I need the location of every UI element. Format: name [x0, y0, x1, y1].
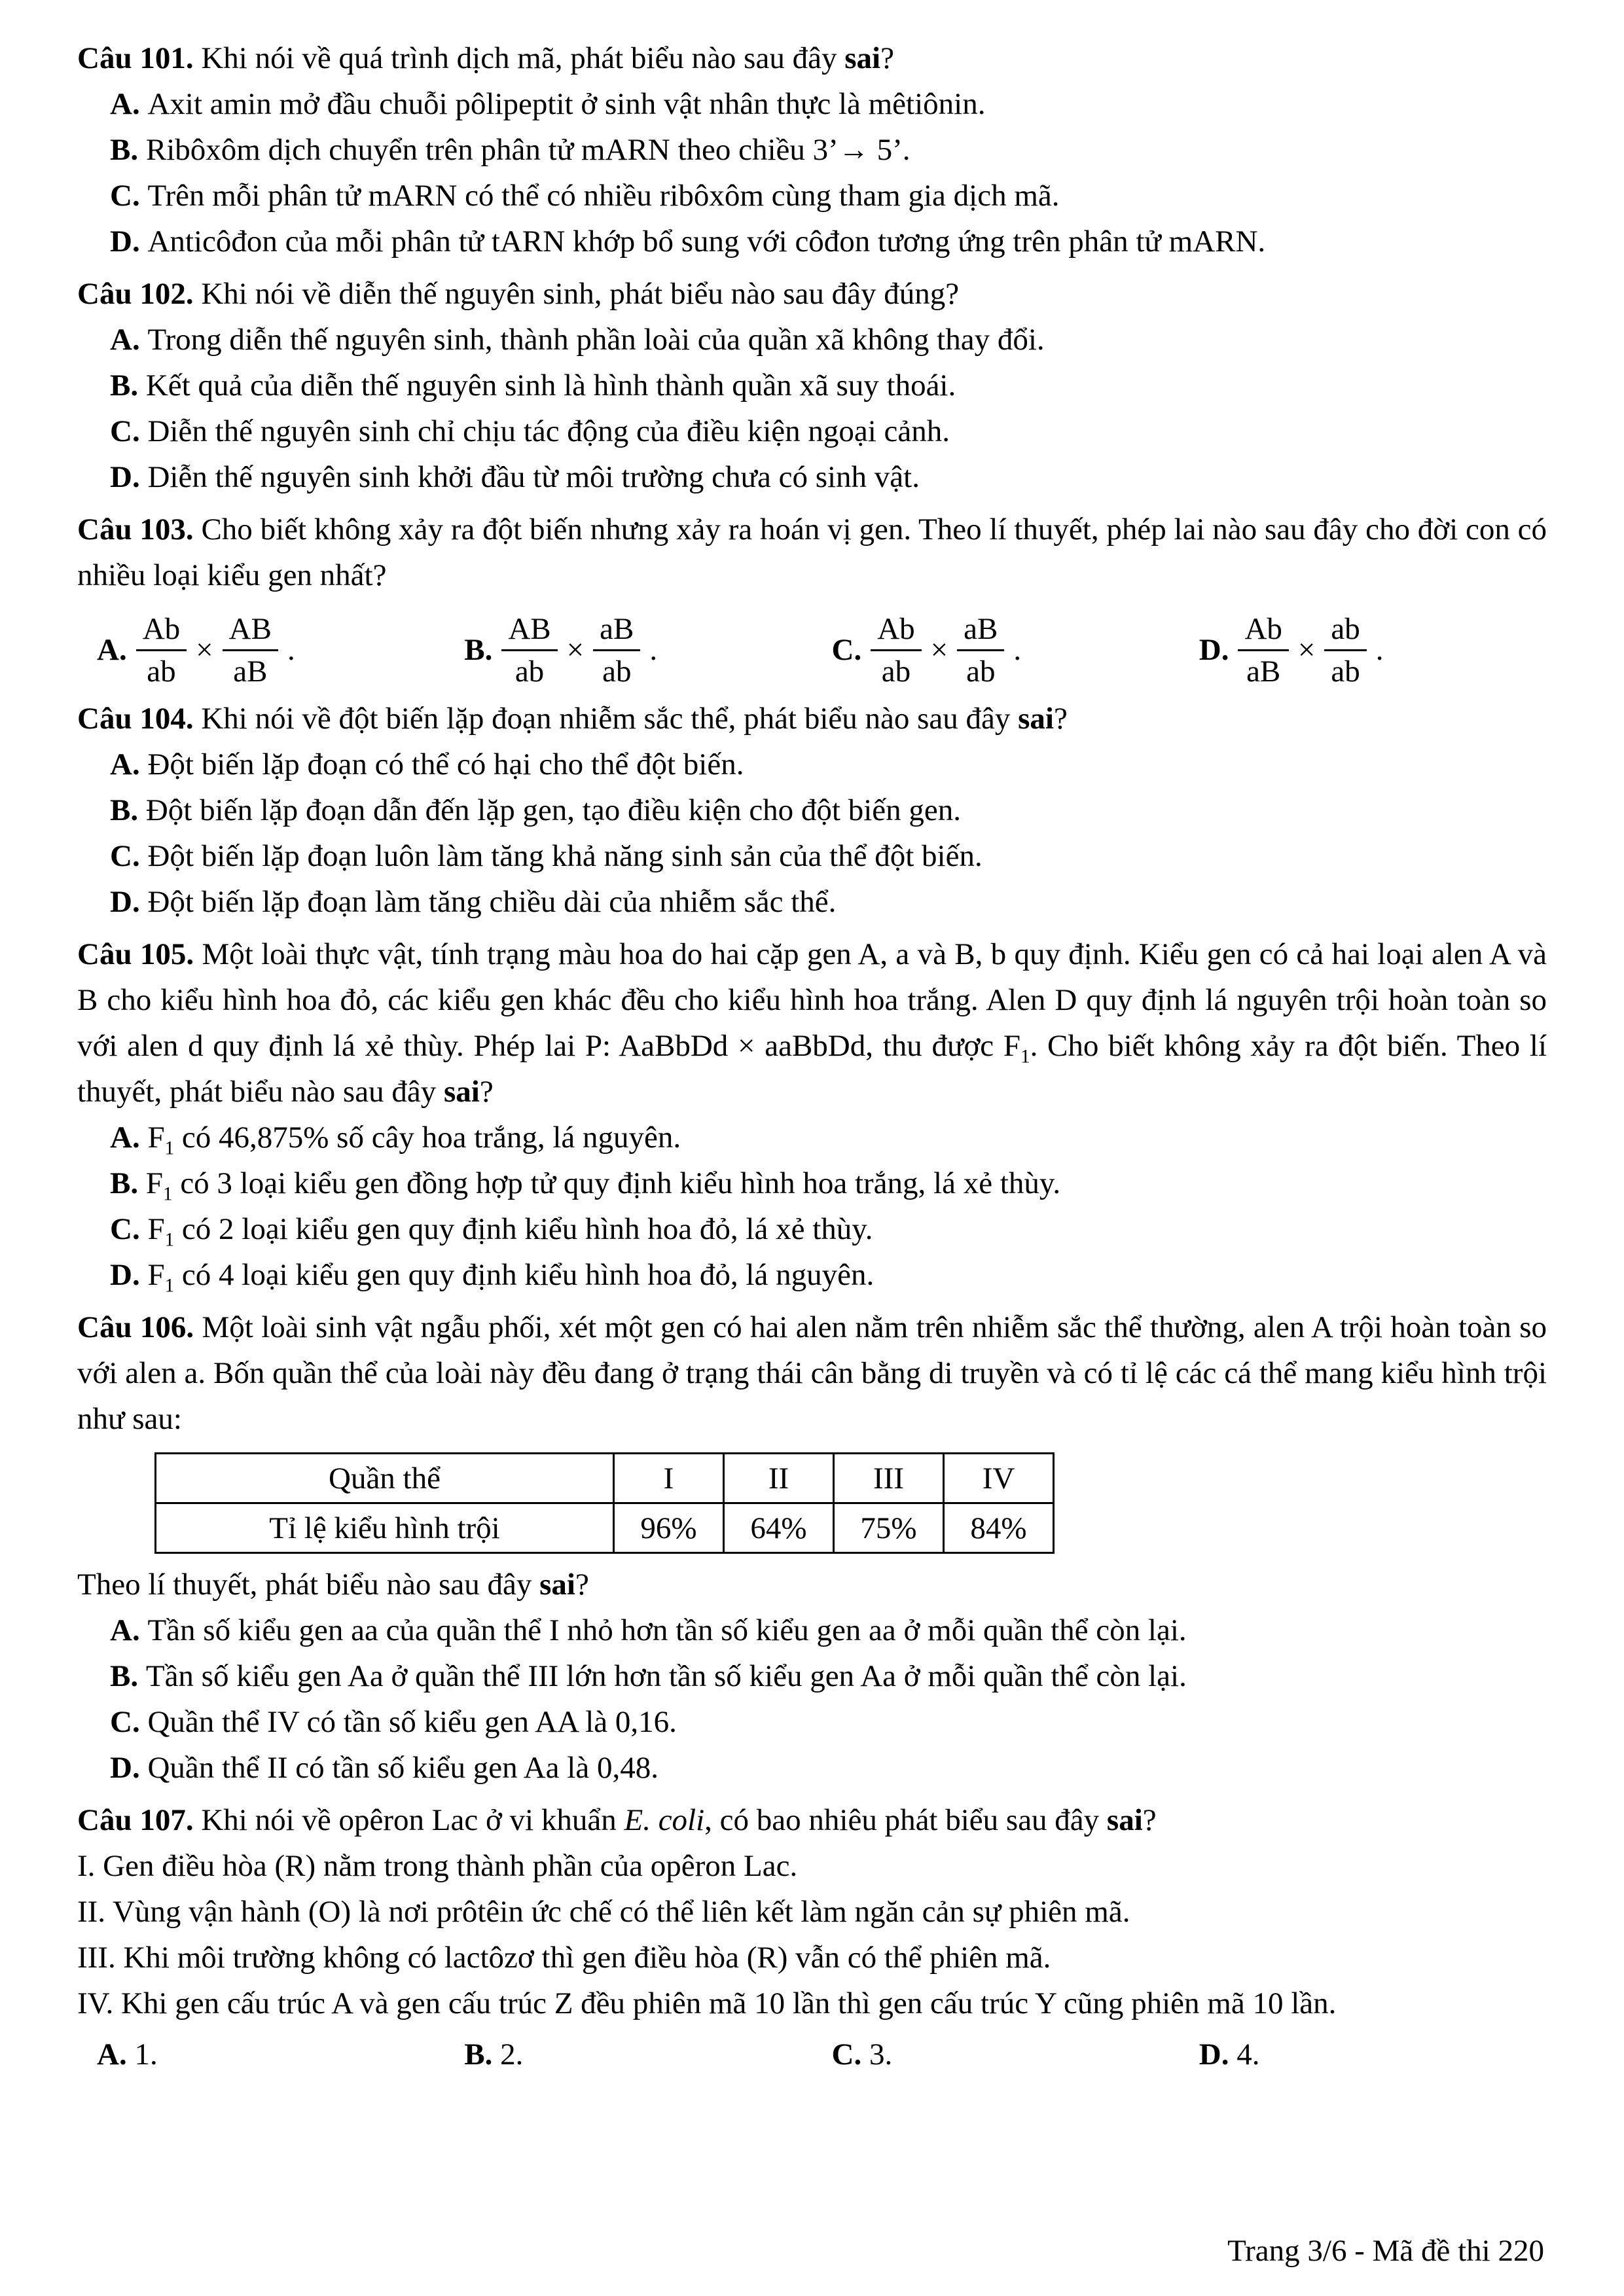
table-value-row	[156, 1503, 1054, 1553]
stem-text: ?	[575, 1568, 589, 1602]
statement-text: II. Vùng vận hành (O) là nơi prôtêin ức chế có thể liên kết làm ngăn cản sự phiên mã.	[77, 1895, 1130, 1929]
question-107	[77, 1797, 1547, 2077]
stem-text: . Cho biết không xảy ra đột biến. Theo lí thuyết, phát biểu nào sau đây	[77, 1029, 1547, 1109]
option-B	[77, 1653, 1547, 1699]
option-text: 1	[164, 1229, 175, 1251]
question-101	[77, 35, 1547, 264]
question-stem	[77, 696, 1547, 742]
option-A	[77, 2032, 444, 2077]
fraction-denominator: ab	[602, 655, 632, 689]
genotype-fraction	[593, 610, 640, 689]
option-A	[77, 610, 444, 689]
table-value-cell: 96%	[614, 1503, 724, 1553]
table-header-cell: Quần thể	[156, 1454, 614, 1503]
times-sign: ×	[566, 632, 585, 667]
stem-text: Một loài sinh vật ngẫu phối, xét một gen có hai alen nằm trên nhiễm sắc thể thường, alen A trội hoàn toàn so với alen a. Bốn quần thể của loài này đều đang ở trạng thái cân bằng di truyền và có tỉ lệ các cá thể mang kiểu hình trội như sau:	[77, 1310, 1547, 1436]
option-text: có 2 loại kiểu gen quy định kiểu hình hoa đỏ, lá xẻ thùy.	[174, 1212, 873, 1246]
option-text: Đột biến lặp đoạn làm tăng chiều dài của nhiễm sắc thể.	[147, 885, 837, 919]
option-label: B.	[110, 793, 146, 827]
option-label: A.	[110, 87, 148, 121]
option-D	[77, 219, 1547, 264]
option-text: Quần thể IV có tần số kiểu gen AA là 0,16.	[147, 1705, 677, 1739]
fraction-denominator: aB	[233, 655, 268, 689]
fraction-denominator: ab	[1331, 655, 1360, 689]
option-text: 1	[164, 1138, 175, 1159]
genotype-fraction	[871, 610, 921, 689]
question-104	[77, 696, 1547, 925]
option-text: có 4 loại kiểu gen quy định kiểu hình hoa đỏ, lá nguyên.	[174, 1258, 875, 1292]
genotype-fraction	[223, 610, 278, 689]
fraction-numerator: ab	[1324, 610, 1366, 651]
stem-text: sai	[443, 1075, 480, 1109]
fraction-denominator: ab	[514, 655, 545, 689]
fraction-numerator: Ab	[1238, 610, 1288, 651]
stem-text: Khi nói về opêron Lac ở vi khuẩn	[201, 1803, 624, 1837]
option-D	[1180, 2032, 1547, 2077]
option-label: A.	[110, 323, 148, 357]
option-text: F	[147, 1258, 165, 1292]
stem-text: ?	[479, 1075, 494, 1109]
table-value-cell: 84%	[944, 1503, 1054, 1553]
option-text: 1	[164, 1275, 175, 1297]
question-105	[77, 931, 1547, 1298]
fraction-numerator: AB	[223, 610, 278, 651]
question-102	[77, 271, 1547, 500]
option-B	[77, 127, 1547, 173]
option-B	[77, 787, 1547, 833]
option-D	[77, 879, 1547, 925]
option-text: có 3 loại kiểu gen đồng hợp tử quy định kiểu hình hoa trắng, lá xẻ thùy.	[172, 1166, 1061, 1200]
option-label: C.	[110, 179, 148, 213]
option-C	[77, 173, 1547, 219]
option-label: C.	[110, 839, 148, 873]
option-label: C.	[110, 414, 148, 448]
option-D	[77, 454, 1547, 500]
option-label: D.	[110, 885, 148, 919]
statement	[77, 1981, 1547, 2026]
question-number: Câu 105.	[77, 937, 202, 971]
stem-text: 1	[1020, 1046, 1030, 1067]
option-label: A.	[97, 632, 127, 667]
question-post-stem	[77, 1562, 1547, 1607]
option-A	[77, 1607, 1547, 1653]
option-tail: .	[287, 632, 295, 667]
stem-text: ?	[1054, 702, 1068, 736]
option-text: Trong diễn thế nguyên sinh, thành phần loài của quần xã không thay đổi.	[147, 323, 1045, 357]
question-number: Câu 107.	[77, 1803, 202, 1837]
option-B	[444, 2032, 812, 2077]
option-text: F	[147, 1121, 165, 1155]
statement	[77, 1889, 1547, 1935]
fraction-denominator: ab	[966, 655, 996, 689]
question-number: Câu 102.	[77, 277, 202, 311]
option-text: Axit amin mở đầu chuỗi pôlipeptit ở sinh vật nhân thực là mêtiônin.	[147, 87, 986, 121]
option-label: B.	[110, 133, 146, 167]
question-103	[77, 507, 1547, 689]
stem-text: Khi nói về diễn thế nguyên sinh, phát biểu nào sau đây đúng?	[201, 277, 960, 311]
option-C	[77, 1699, 1547, 1745]
option-text: 1	[163, 1183, 173, 1205]
option-A	[77, 81, 1547, 127]
stem-text: sai	[844, 41, 881, 75]
option-text: 3.	[869, 2037, 893, 2072]
option-text: có 46,875% số cây hoa trắng, lá nguyên.	[174, 1121, 681, 1155]
option-text: Kết quả của diễn thế nguyên sinh là hình thành quần xã suy thoái.	[145, 368, 956, 403]
option-text: Đột biến lặp đoạn dẫn đến lặp gen, tạo điều kiện cho đột biến gen.	[145, 793, 962, 827]
genotype-fraction	[501, 610, 557, 689]
stem-text: Cho biết không xảy ra đột biến nhưng xảy ra hoán vị gen. Theo lí thuyết, phép lai nào sau đây cho đời con có nhiều loại kiểu gen nhất?	[77, 512, 1547, 592]
option-C	[812, 2032, 1180, 2077]
option-D	[1180, 610, 1547, 689]
question-stem	[77, 931, 1547, 1115]
stem-text: sai	[1106, 1803, 1143, 1837]
option-label: B.	[110, 368, 146, 403]
option-C	[77, 833, 1547, 879]
option-B	[444, 610, 812, 689]
fraction-numerator: Ab	[871, 610, 921, 651]
option-D	[77, 1745, 1547, 1791]
options-row	[77, 2032, 1547, 2077]
trait-ratio-table	[154, 1452, 1055, 1554]
stem-text: Một loài thực vật, tính trạng màu hoa do hai cặp gen A, a và B, b quy định. Kiểu gen có cả hai loại alen A và B cho kiểu hình hoa đỏ, các kiểu gen khác đều cho kiểu hình hoa trắng. Alen D quy định lá nguyên trội hoàn toàn so với alen d quy định lá xẻ thùy. Phép lai P: AaBbDd × aaBbDd, thu được F	[77, 937, 1547, 1063]
option-text: Quần thể II có tần số kiểu gen Aa là 0,48.	[147, 1751, 659, 1785]
option-label: D.	[110, 1751, 148, 1785]
option-label: A.	[110, 1613, 148, 1647]
option-A	[77, 1115, 1547, 1160]
option-text: Diễn thế nguyên sinh chỉ chịu tác động của điều kiện ngoại cảnh.	[147, 414, 950, 448]
option-text: F	[147, 1212, 165, 1246]
option-label: A.	[110, 747, 148, 781]
option-A	[77, 317, 1547, 363]
options-row	[77, 610, 1547, 689]
table-value-cell: Tỉ lệ kiểu hình trội	[156, 1503, 614, 1553]
page-footer	[1227, 2228, 1544, 2274]
genotype-fraction	[136, 610, 187, 689]
question-stem	[77, 35, 1547, 81]
fraction-denominator: aB	[1246, 655, 1281, 689]
option-label: D.	[1199, 632, 1229, 667]
option-text: Đột biến lặp đoạn có thể có hại cho thể đột biến.	[147, 747, 744, 781]
option-label: B.	[110, 1166, 146, 1200]
option-tail: .	[1375, 632, 1384, 667]
table-header-cell: III	[834, 1454, 944, 1503]
question-stem	[77, 1304, 1547, 1442]
times-sign: ×	[930, 632, 948, 667]
stem-text: Theo lí thuyết, phát biểu nào sau đây	[77, 1568, 540, 1602]
option-text: Tần số kiểu gen Aa ở quần thể III lớn hơn tần số kiểu gen Aa ở mỗi quần thể còn lại.	[145, 1659, 1187, 1693]
statement	[77, 1935, 1547, 1981]
question-list	[77, 35, 1547, 2077]
table-value-cell: 75%	[834, 1503, 944, 1553]
question-number: Câu 103.	[77, 512, 202, 547]
option-label: C.	[831, 2037, 869, 2072]
fraction-denominator: ab	[881, 655, 911, 689]
option-text: Diễn thế nguyên sinh khởi đầu từ môi trường chưa có sinh vật.	[147, 460, 920, 494]
option-text: Ribôxôm dịch chuyển trên phân tử mARN theo chiều 3’→ 5’.	[145, 133, 911, 167]
option-text: Tần số kiểu gen aa của quần thể I nhỏ hơn tần số kiểu gen aa ở mỗi quần thể còn lại.	[147, 1613, 1187, 1647]
statement	[77, 1843, 1547, 1889]
table-header-cell: II	[724, 1454, 834, 1503]
option-label: C.	[110, 1212, 148, 1246]
option-label: A.	[97, 2037, 135, 2072]
option-text: 4.	[1236, 2037, 1260, 2072]
stem-text: sai	[1018, 702, 1054, 736]
option-label: B.	[464, 632, 493, 667]
option-text: Trên mỗi phân tử mARN có thể có nhiều ribôxôm cùng tham gia dịch mã.	[147, 179, 1060, 213]
fraction-denominator: ab	[147, 655, 176, 689]
statement-text: III. Khi môi trường không có lactôzơ thì gen điều hòa (R) vẫn có thể phiên mã.	[77, 1941, 1051, 1975]
option-text: 2.	[500, 2037, 524, 2072]
option-text: 1.	[134, 2037, 158, 2072]
stem-text: ?	[1142, 1803, 1157, 1837]
stem-text: Khi nói về đột biến lặp đoạn nhiễm sắc thể, phát biểu nào sau đây	[201, 702, 1019, 736]
fraction-numerator: AB	[501, 610, 557, 651]
option-D	[77, 1252, 1547, 1298]
stem-text: ?	[880, 41, 894, 75]
option-B	[77, 363, 1547, 408]
question-stem	[77, 271, 1547, 317]
option-label: A.	[110, 1121, 148, 1155]
option-C	[77, 1206, 1547, 1252]
table-value-cell: 64%	[724, 1503, 834, 1553]
option-text: Anticôđon của mỗi phân tử tARN khớp bổ sung với côđon tương ứng trên phân tử mARN.	[147, 224, 1266, 259]
option-C	[812, 610, 1180, 689]
option-text: F	[145, 1166, 163, 1200]
question-number: Câu 106.	[77, 1310, 202, 1344]
question-number: Câu 101.	[77, 41, 202, 75]
option-label: C.	[831, 632, 862, 667]
fraction-numerator: aB	[957, 610, 1004, 651]
stem-text: , có bao nhiêu phát biểu sau đây	[704, 1803, 1107, 1837]
footer-text: Trang 3/6 - Mã đề thi 220	[1227, 2234, 1544, 2268]
option-label: B.	[464, 2037, 501, 2072]
times-sign: ×	[1297, 632, 1316, 667]
option-label: D.	[1199, 2037, 1237, 2072]
genotype-fraction	[1238, 610, 1288, 689]
option-label: B.	[110, 1659, 146, 1693]
genotype-fraction	[1324, 610, 1366, 689]
fraction-numerator: aB	[593, 610, 640, 651]
option-tail: .	[649, 632, 658, 667]
option-A	[77, 742, 1547, 787]
option-tail: .	[1013, 632, 1022, 667]
times-sign: ×	[196, 632, 213, 667]
stem-text: Khi nói về quá trình dịch mã, phát biểu nào sau đây	[201, 41, 845, 75]
question-number: Câu 104.	[77, 702, 202, 736]
statement-text: IV. Khi gen cấu trúc A và gen cấu trúc Z đều phiên mã 10 lần thì gen cấu trúc Y cũng phiên mã 10 lần.	[77, 1986, 1337, 2020]
table-header-cell: I	[614, 1454, 724, 1503]
option-B	[77, 1160, 1547, 1206]
option-C	[77, 408, 1547, 454]
option-label: D.	[110, 460, 148, 494]
table-header-cell: IV	[944, 1454, 1054, 1503]
statement-text: I. Gen điều hòa (R) nằm trong thành phần của opêron Lac.	[77, 1849, 798, 1883]
option-text: Đột biến lặp đoạn luôn làm tăng khả năng sinh sản của thể đột biến.	[147, 839, 983, 873]
question-106	[77, 1304, 1547, 1791]
question-stem	[77, 1797, 1547, 1843]
option-label: D.	[110, 224, 148, 259]
genotype-fraction	[957, 610, 1004, 689]
option-label: D.	[110, 1258, 148, 1292]
stem-text: E. coli	[624, 1803, 705, 1837]
question-stem	[77, 507, 1547, 598]
table-header-row	[156, 1454, 1054, 1503]
stem-text: sai	[539, 1568, 575, 1602]
option-label: C.	[110, 1705, 148, 1739]
fraction-numerator: Ab	[136, 610, 187, 651]
